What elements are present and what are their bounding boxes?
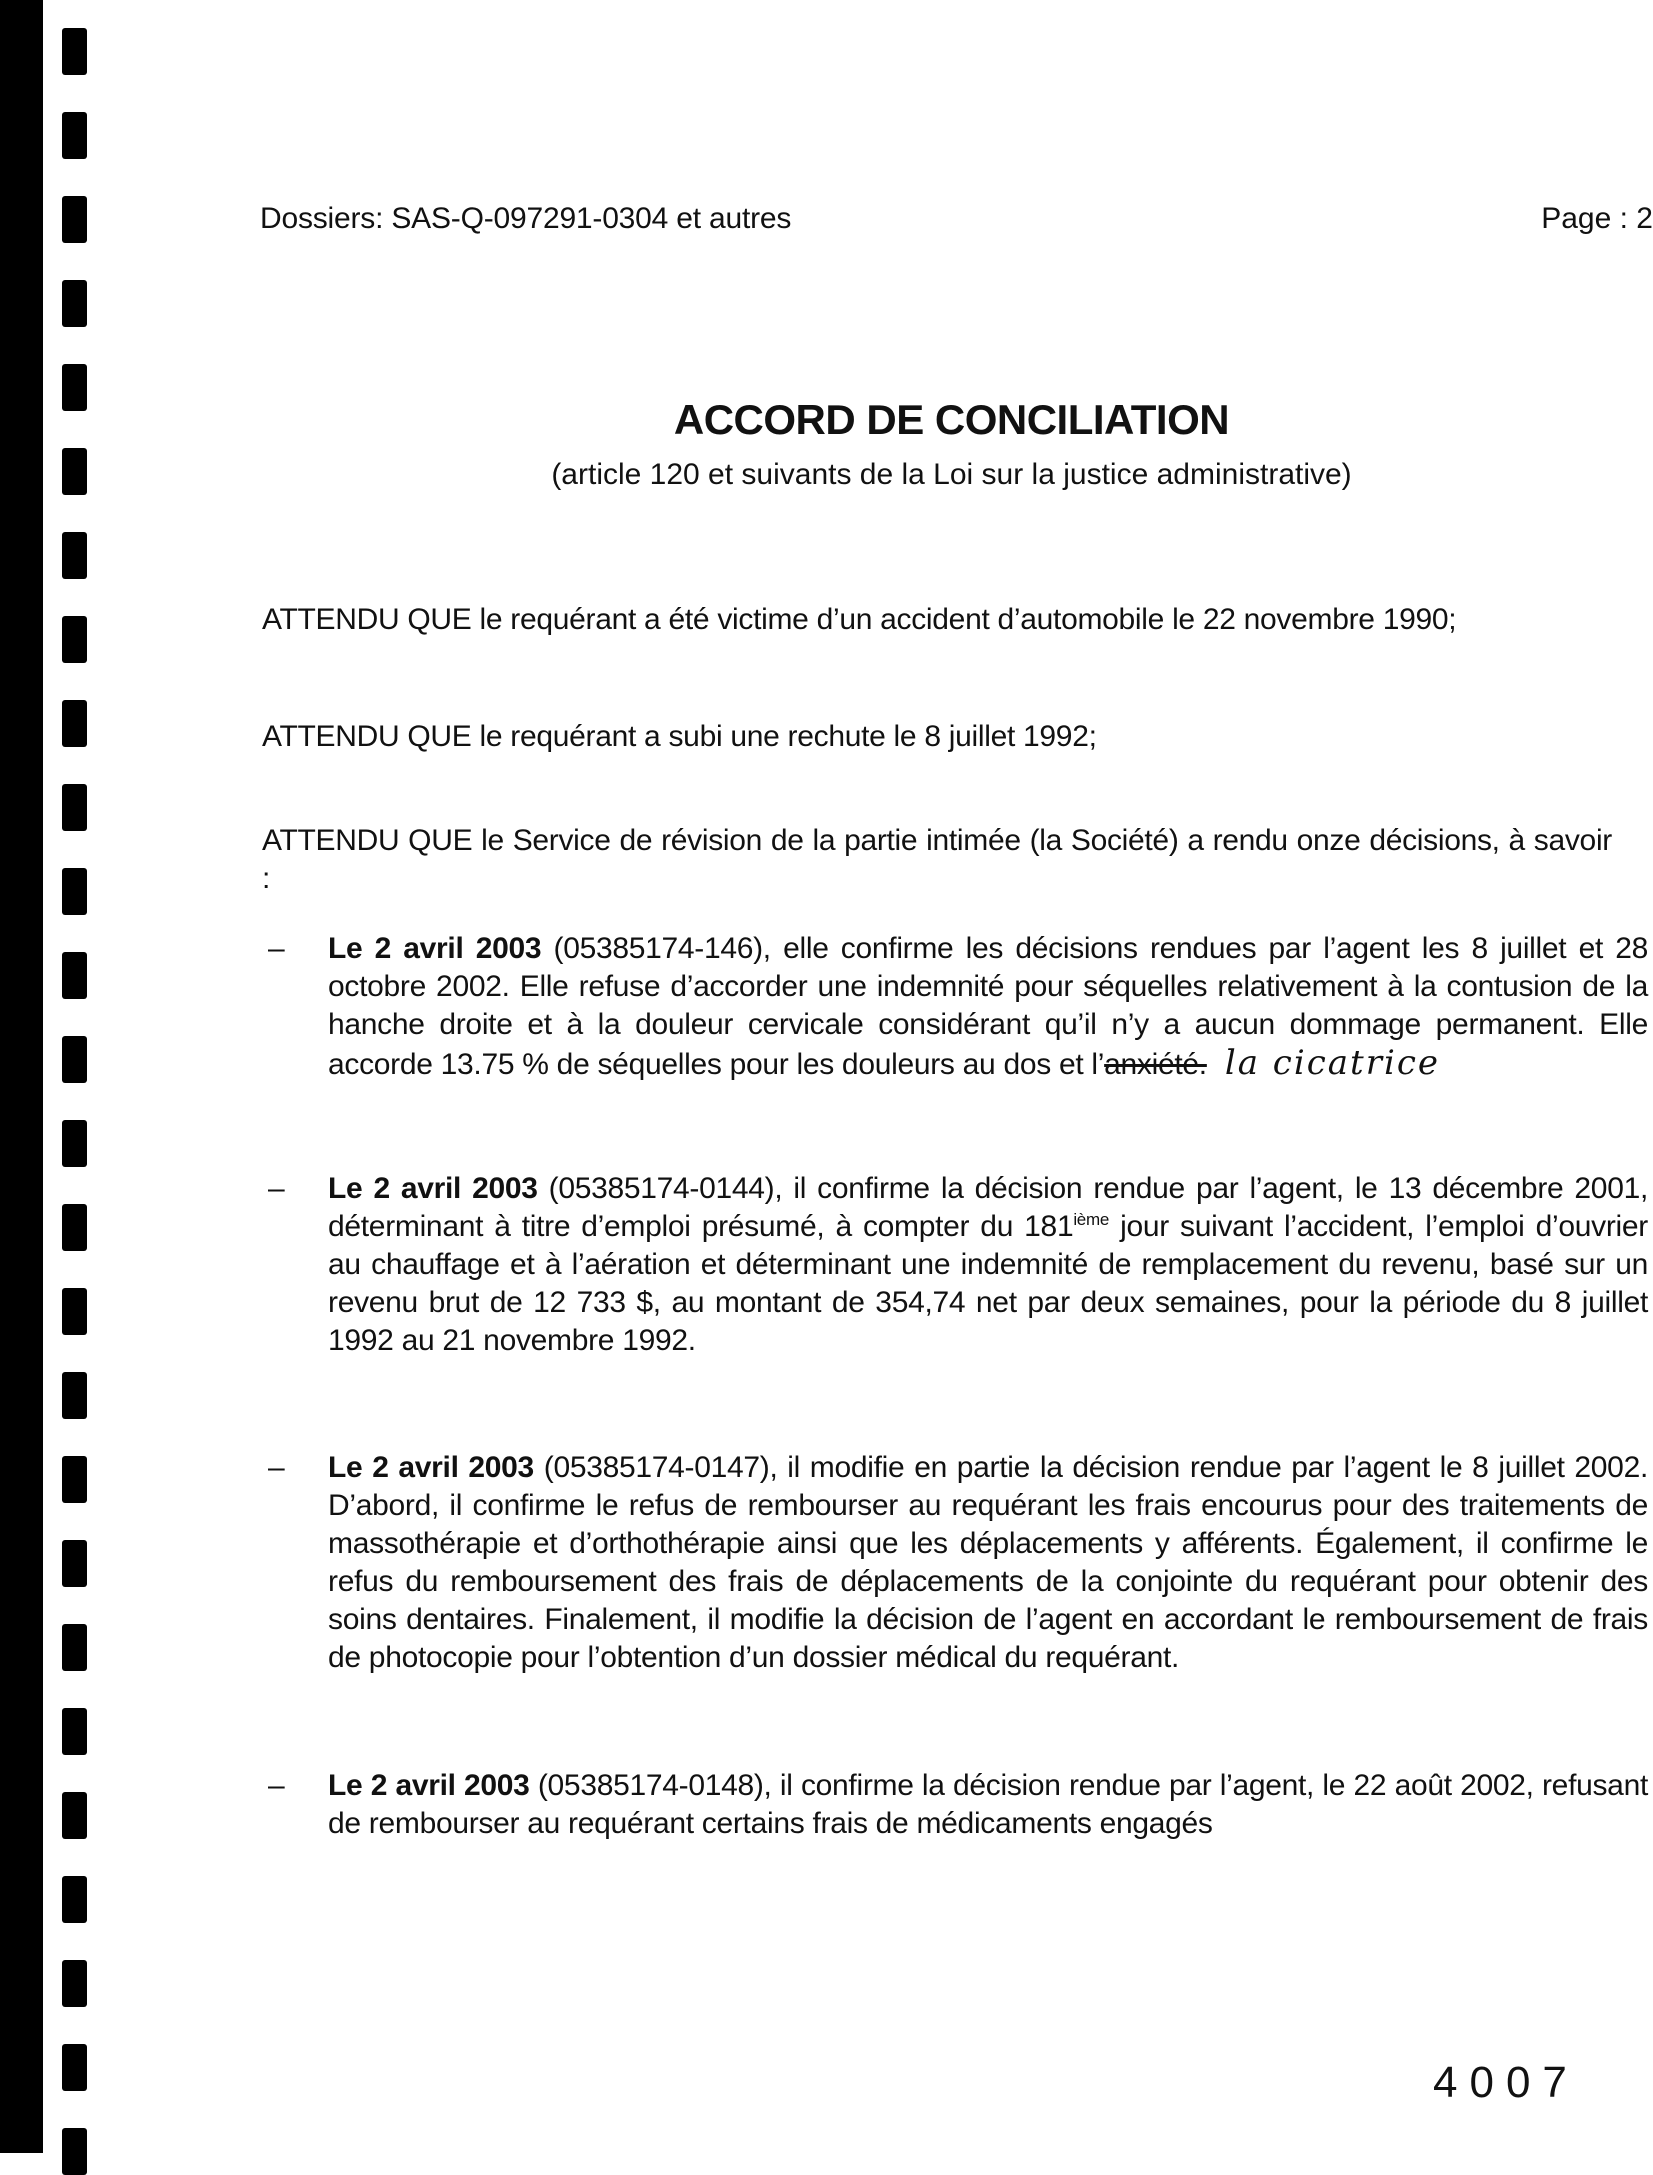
punch-hole xyxy=(62,196,87,243)
punch-hole xyxy=(62,2128,87,2175)
punch-hole xyxy=(62,616,87,663)
punch-hole xyxy=(62,868,87,915)
recital-relapse: ATTENDU QUE le requérant a subi une rechute le 8 juillet 1992; xyxy=(262,720,1097,753)
punch-hole xyxy=(62,1960,87,2007)
punch-hole xyxy=(62,2044,87,2091)
list-dash: – xyxy=(268,1451,285,1484)
decision-body: (05385174-146), elle confirme les décisions rendues par l’agent les 8 juillet et 28 octobre 2002. Elle refuse d’accorder une indemnité pour séquelles relativement à la contusion de la hanche droite et à la douleur cervicale considérant qu’il n’y a aucun dommage permanent. Elle accorde 13.75 % de séquelles pour les douleurs au dos et l’ xyxy=(328,932,1648,1081)
decision-text xyxy=(328,1767,1648,1843)
page-number: Page : 2 xyxy=(1541,202,1653,235)
ordinal-suffix: ième xyxy=(1073,1210,1109,1229)
decision-body-continued: jour suivant l’accident, l’emploi d’ouvrier au chauffage et à l’aération et déterminant une indemnité de remplacement du revenu, basé sur un revenu brut de 12 733 $, au montant de 354,74 net par deux semaines, pour la période du 8 juillet 1992 au 21 novembre 1992. xyxy=(328,1210,1648,1357)
decision-date: Le 2 avril 2003 xyxy=(328,932,542,965)
list-dash: – xyxy=(268,932,285,965)
struck-text: anxiété. xyxy=(1104,1048,1207,1081)
punch-hole xyxy=(62,532,87,579)
list-dash: – xyxy=(268,1172,285,1205)
punch-hole xyxy=(62,280,87,327)
punch-hole xyxy=(62,1456,87,1503)
decision-text xyxy=(328,1449,1648,1677)
decision-body: (05385174-0144), il confirme la décision rendue par l’agent, le 13 décembre 2001, déterminant à titre d’emploi présumé, à compter du 181 xyxy=(328,1172,1648,1243)
recital-accident: ATTENDU QUE le requérant a été victime d’un accident d’automobile le 22 novembre 1990; xyxy=(262,603,1457,636)
decision-body: (05385174-0147), il modifie en partie la décision rendue par l’agent le 8 juillet 2002. D’abord, il confirme le refus de rembourser au requérant les frais encourus pour des traitements de massothérapie et d’orthothérapie ainsi que les déplacements y afférents. Également, il confirme le refus du remboursement des frais de déplacements de la conjointe du requérant pour obtenir des soins dentaires. Finalement, il modifie la décision de l’agent en accordant le remboursement de frais de photocopie pour l’obtention d’un dossier médical du requérant. xyxy=(328,1451,1648,1674)
punch-hole xyxy=(62,1792,87,1839)
scan-binding-strip xyxy=(0,0,43,2153)
dossier-reference: Dossiers: SAS-Q-097291-0304 et autres xyxy=(260,202,792,235)
decision-text xyxy=(328,1170,1648,1360)
decision-date: Le 2 avril 2003 xyxy=(328,1172,538,1205)
punch-hole xyxy=(62,112,87,159)
decision-text xyxy=(328,930,1648,1084)
punch-hole xyxy=(62,1204,87,1251)
stamp-number: 4007 xyxy=(1433,2058,1579,2107)
punch-hole xyxy=(62,1540,87,1587)
handwritten-annotation: la cicatrice xyxy=(1224,1043,1440,1083)
decision-body: (05385174-0148), il confirme la décision rendue par l’agent, le 22 août 2002, refusant de rembourser au requérant certains frais de médicaments engagés xyxy=(328,1769,1648,1840)
punch-hole xyxy=(62,1876,87,1923)
document-subtitle: (article 120 et suivants de la Loi sur la justice administrative) xyxy=(551,458,1352,491)
list-dash: – xyxy=(268,1769,285,1802)
decision-date: Le 2 avril 2003 xyxy=(328,1769,530,1802)
punch-hole xyxy=(62,1120,87,1167)
punch-hole xyxy=(62,364,87,411)
punch-hole xyxy=(62,1708,87,1755)
punch-hole xyxy=(62,1288,87,1335)
punch-hole xyxy=(62,952,87,999)
punch-hole xyxy=(62,784,87,831)
punch-hole xyxy=(62,448,87,495)
punch-hole xyxy=(62,1624,87,1671)
punch-hole xyxy=(62,1372,87,1419)
recital-decisions: ATTENDU QUE le Service de révision de la partie intimée (la Société) a rendu onze décisions, à savoir : xyxy=(262,824,1612,895)
punch-hole xyxy=(62,700,87,747)
decision-date: Le 2 avril 2003 xyxy=(328,1451,534,1484)
punch-hole xyxy=(62,28,87,75)
document-title: ACCORD DE CONCILIATION xyxy=(673,396,1230,443)
punch-hole xyxy=(62,1036,87,1083)
